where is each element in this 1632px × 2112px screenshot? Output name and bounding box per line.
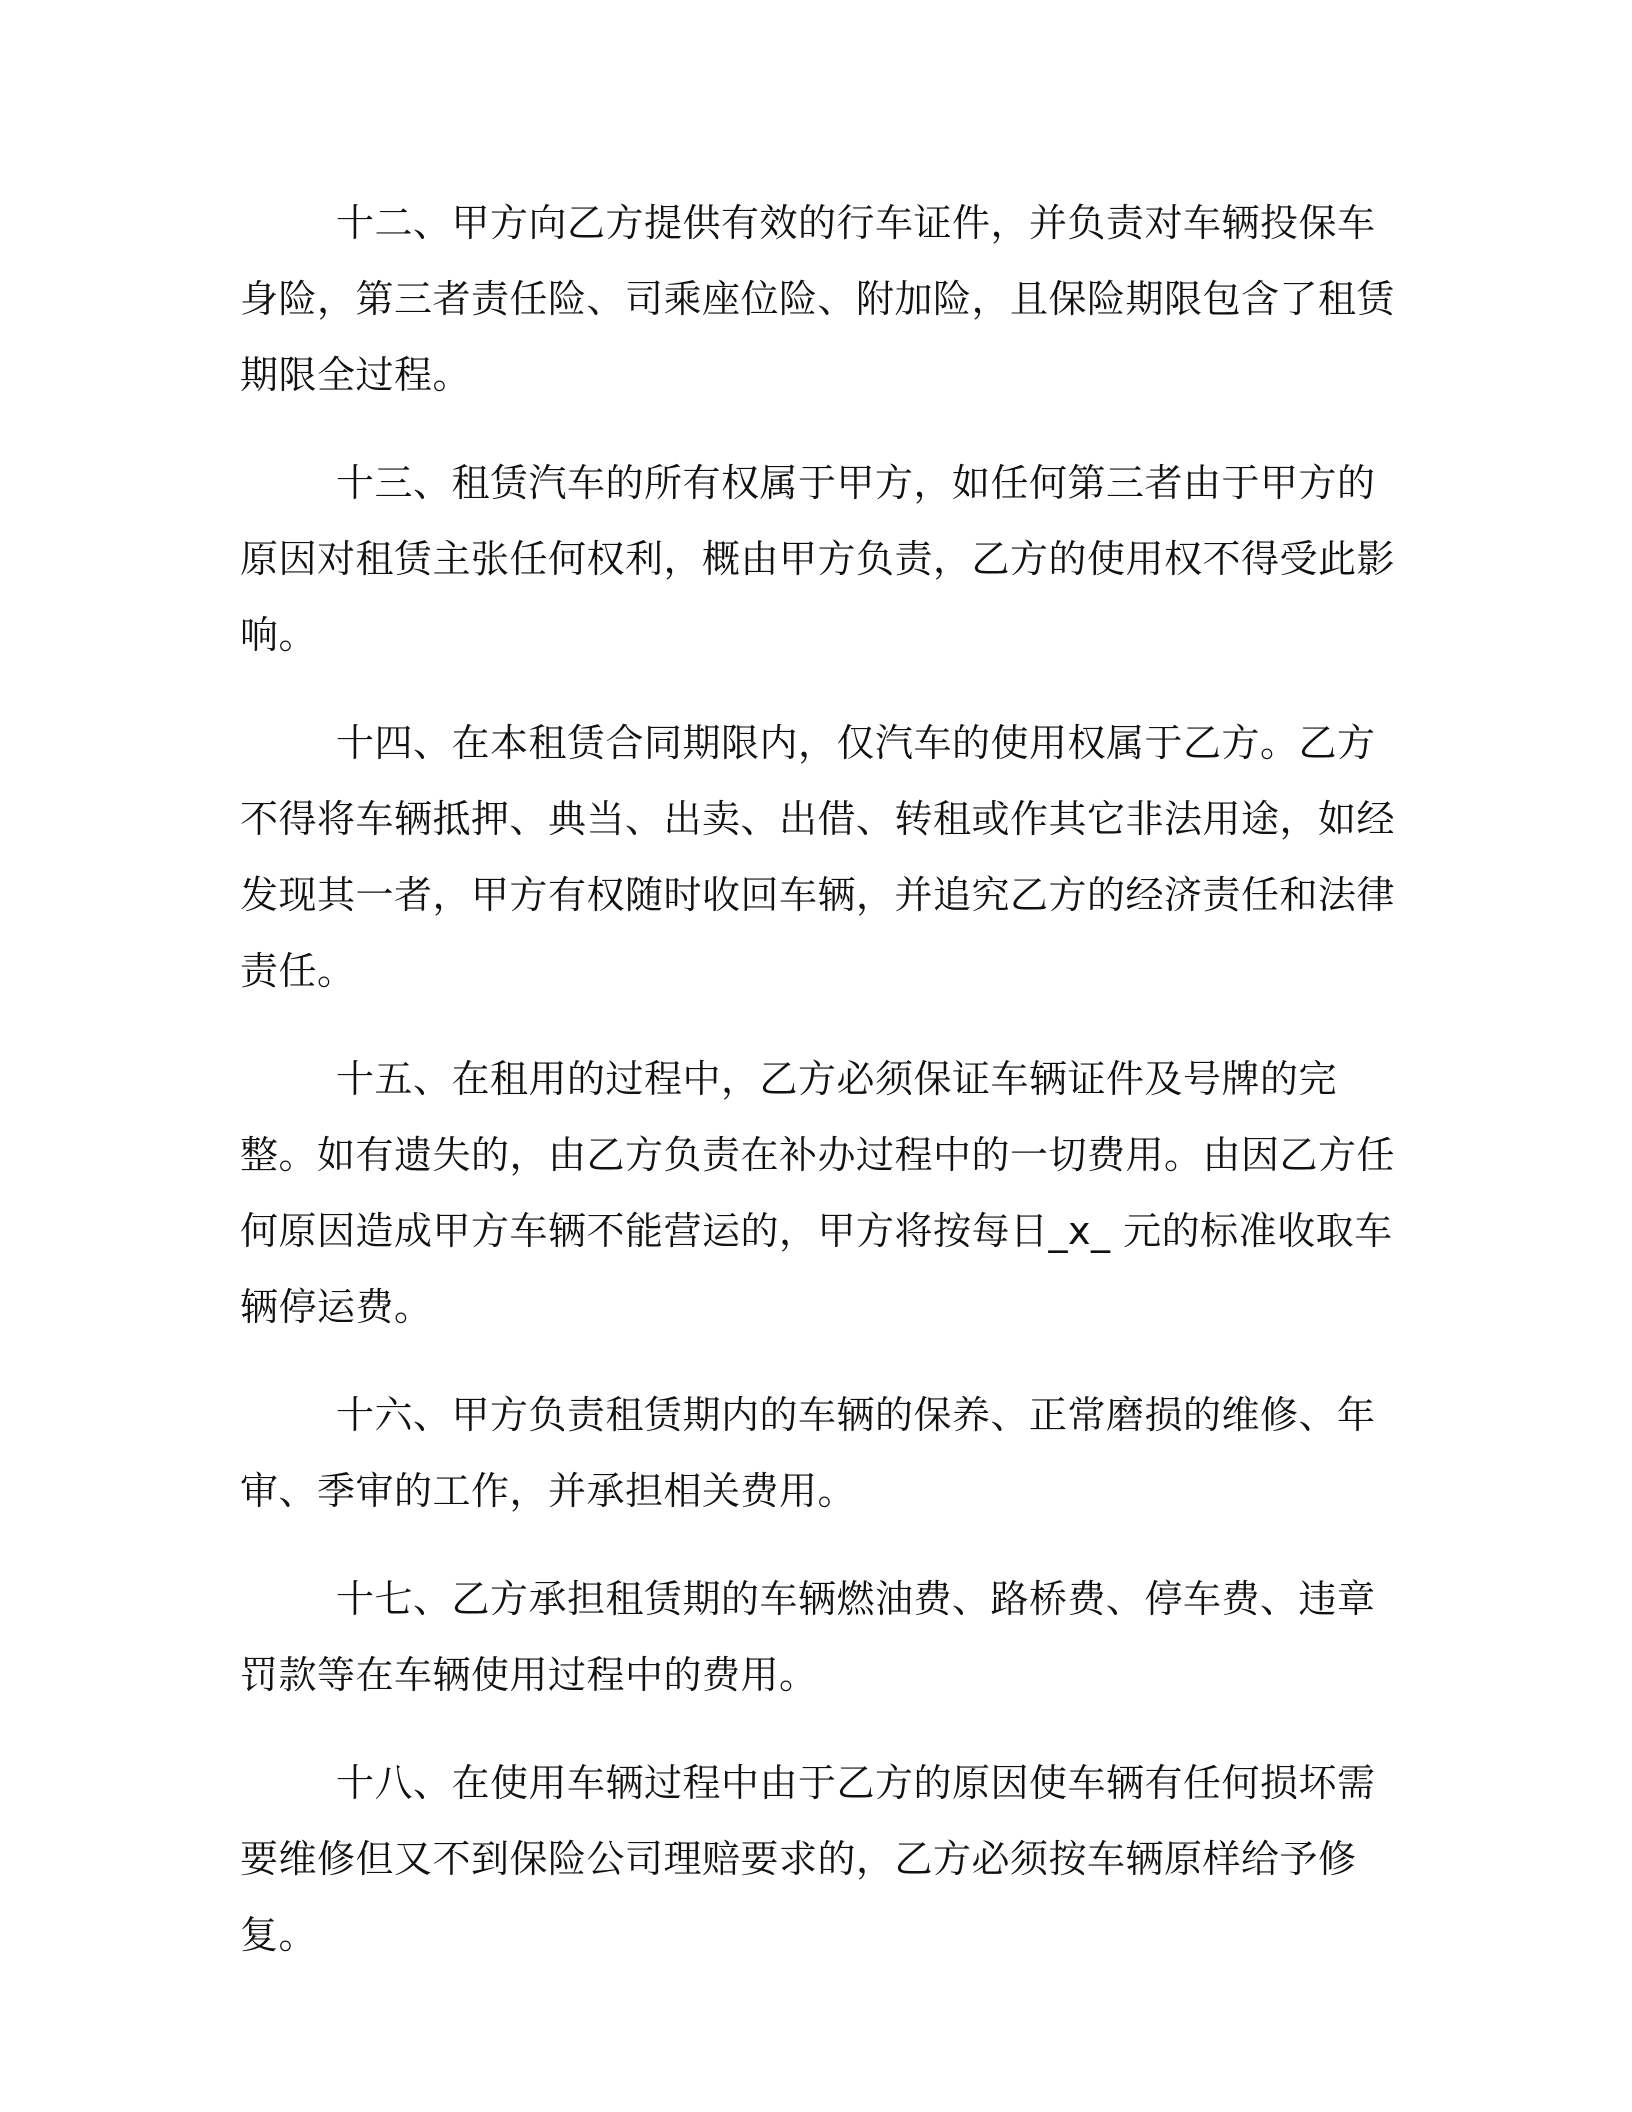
clause-18: 十八、在使用车辆过程中由于乙方的原因使车辆有任何损坏需要维修但又不到保险公司理赔要求的，乙方必须按车辆原样给予修复。 (240, 1761, 1376, 1957)
clause-16: 十六、甲方负责租赁期内的车辆的保养、正常磨损的维修、年审、季审的工作，并承担相关费用。 (240, 1393, 1376, 1513)
clause-14: 十四、在本租赁合同期限内，仅汽车的使用权属于乙方。乙方不得将车辆抵押、典当、出卖、出借、转租或作其它非法用途，如经发现其一者，甲方有权随时收回车辆，并追究乙方的经济责任和法律责任。 (240, 721, 1396, 993)
clause-12: 十二、甲方向乙方提供有效的行车证件，并负责对车辆投保车身险，第三者责任险、司乘座位险、附加险，且保险期限包含了租赁 期限全过程。 (240, 201, 1396, 397)
clause-17: 十七、乙方承担租赁期的车辆燃油费、路桥费、停车费、违章罚款等在车辆使用过程中的费用。 (240, 1577, 1376, 1697)
clause-15: 十五、在租用的过程中，乙方必须保证车辆证件及号牌的完整。如有遗失的，由乙方负责在补办过程中的一切费用。由因乙方任何原因造成甲方车辆不能营运的，甲方将按每日_x_ 元的标准收取车辆停运费。 (240, 1057, 1396, 1329)
document-body (240, 185, 1400, 2005)
clause-13: 十三、租赁汽车的所有权属于甲方，如任何第三者由于甲方的原因对租赁主张任何权利，概由甲方负责，乙方的使用权不得受此影 响。 (240, 461, 1396, 657)
